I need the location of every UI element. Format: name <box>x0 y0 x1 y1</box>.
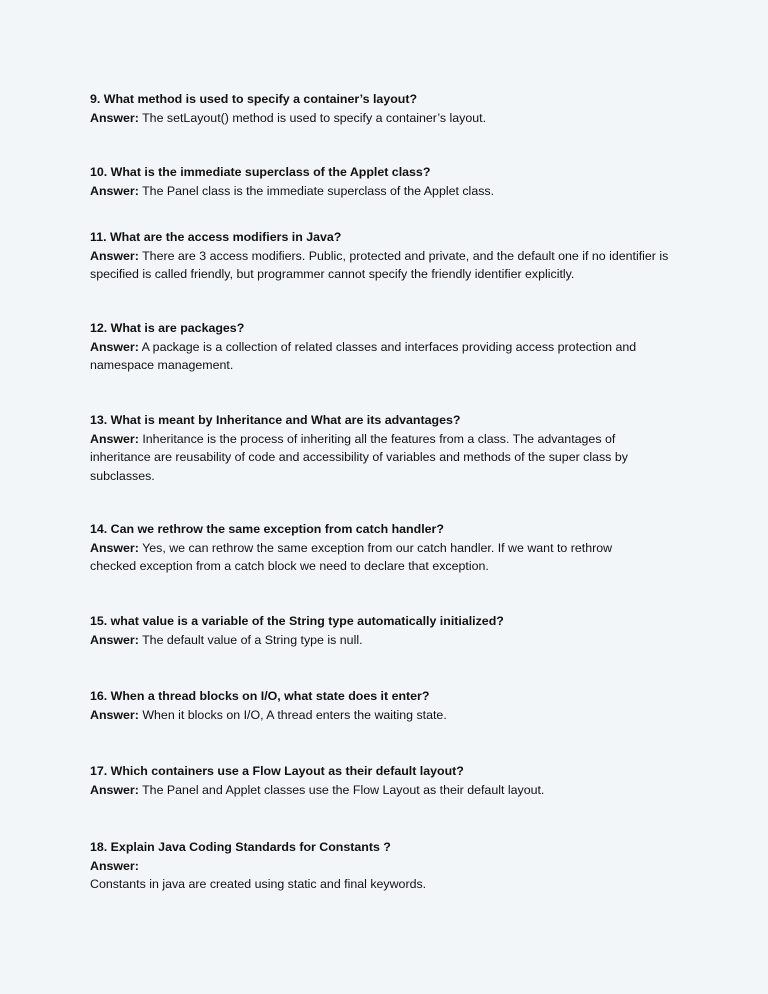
question-heading: 15. what value is a variable of the String type automatically initialized? <box>90 614 504 628</box>
qa-item-18 <box>90 838 690 894</box>
answer-paragraph <box>90 857 690 894</box>
question-heading: 13. What is meant by Inheritance and What are its advantages? <box>90 413 461 427</box>
answer-paragraph <box>90 338 660 375</box>
qa-item-9 <box>90 90 690 127</box>
answer-label: Answer: <box>90 339 139 354</box>
answer-label: Answer: <box>90 248 139 263</box>
answer-text: The setLayout() method is used to specify a container’s layout. <box>142 110 487 125</box>
answer-text: Yes, we can rethrow the same exception from our catch handler. If we want to rethrow checked exception from a catch block we need to declare that exception. <box>90 540 613 573</box>
answer-paragraph <box>90 539 660 576</box>
qa-item-16 <box>90 687 690 724</box>
answer-paragraph <box>90 706 690 725</box>
qa-item-14 <box>90 520 660 576</box>
answer-text: The default value of a String type is null. <box>142 632 363 647</box>
answer-label: Answer: <box>90 707 139 722</box>
answer-label: Answer: <box>90 540 139 555</box>
answer-text: Inheritance is the process of inheriting all the features from a class. The advantages of inheritance are reusability of code and accessibility of variables and methods of the super class by subclasses. <box>90 431 628 483</box>
answer-label: Answer: <box>90 110 139 125</box>
qa-item-13 <box>90 411 675 485</box>
answer-text: When it blocks on I/O, A thread enters the waiting state. <box>142 707 447 722</box>
answer-label: Answer: <box>90 858 139 873</box>
answer-text: A package is a collection of related classes and interfaces providing access protection and namespace management. <box>90 339 637 372</box>
answer-paragraph <box>90 247 680 284</box>
qa-item-11 <box>90 228 680 284</box>
answer-label: Answer: <box>90 782 139 797</box>
question-heading: 17. Which containers use a Flow Layout as their default layout? <box>90 764 464 778</box>
answer-paragraph <box>90 182 690 201</box>
qa-item-12 <box>90 319 660 375</box>
answer-text: The Panel class is the immediate superclass of the Applet class. <box>142 183 495 198</box>
answer-label: Answer: <box>90 183 139 198</box>
answer-text: The Panel and Applet classes use the Flow Layout as their default layout. <box>142 782 545 797</box>
question-heading: 11. What are the access modifiers in Java? <box>90 230 342 244</box>
question-heading: 16. When a thread blocks on I/O, what state does it enter? <box>90 689 430 703</box>
question-heading: 12. What is are packages? <box>90 321 245 335</box>
answer-paragraph <box>90 631 690 650</box>
question-heading: 10. What is the immediate superclass of the Applet class? <box>90 165 431 179</box>
answer-paragraph <box>90 430 675 486</box>
answer-paragraph <box>90 781 690 800</box>
question-heading: 9. What method is used to specify a container’s layout? <box>90 92 418 106</box>
question-heading: 14. Can we rethrow the same exception from catch handler? <box>90 522 444 536</box>
answer-text: There are 3 access modifiers. Public, protected and private, and the default one if no identifier is specified is called friendly, but programmer cannot specify the friendly identifier explicitly. <box>90 248 669 281</box>
qa-item-10 <box>90 163 690 200</box>
answer-label: Answer: <box>90 632 139 647</box>
answer-paragraph <box>90 109 690 128</box>
answer-text: Constants in java are created using static and final keywords. <box>90 877 427 891</box>
answer-label: Answer: <box>90 431 139 446</box>
qa-item-17 <box>90 762 690 799</box>
question-heading: 18. Explain Java Coding Standards for Constants ? <box>90 840 391 854</box>
qa-item-15 <box>90 612 690 649</box>
